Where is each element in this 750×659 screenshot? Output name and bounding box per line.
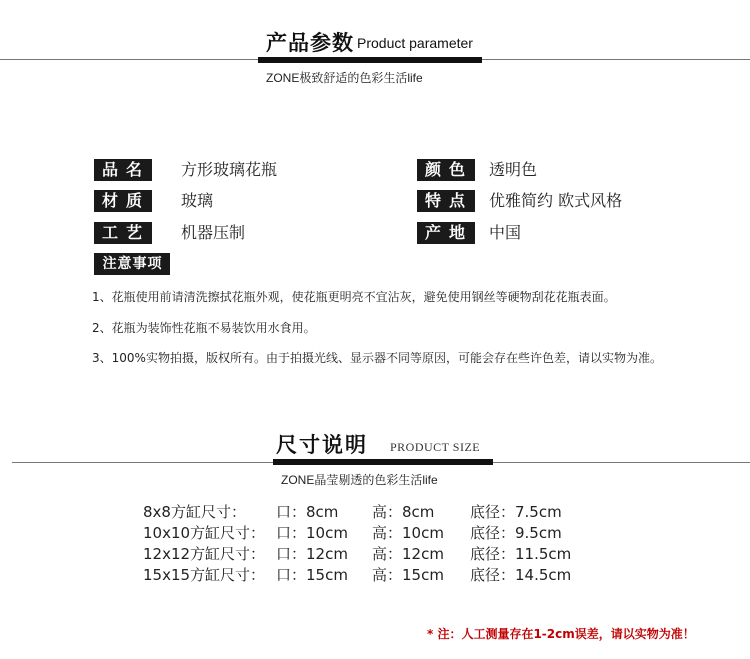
notes-label: 注意事项: [94, 253, 170, 275]
size-mouth: 口：8cm: [276, 503, 339, 521]
size-base: 底径：14.5cm: [470, 566, 572, 584]
size-section-subtitle: ZONE晶莹剔透的色彩生活life: [281, 473, 438, 487]
header-accent-bar: [258, 57, 482, 63]
size-header-accent-bar: [273, 459, 493, 465]
size-mouth: 口：10cm: [276, 524, 348, 542]
size-mouth: 口：12cm: [276, 545, 348, 563]
size-height: 高：15cm: [372, 566, 444, 584]
section-subtitle: ZONE极致舒适的色彩生活life: [266, 71, 423, 85]
param-value-name: 方形玻璃花瓶: [181, 160, 278, 179]
param-label-name: 品名: [94, 159, 152, 181]
param-value-color: 透明色: [489, 160, 538, 179]
size-base: 底径：9.5cm: [470, 524, 562, 542]
param-value-material: 玻璃: [181, 191, 214, 210]
note-item: 2、花瓶为装饰性花瓶不易装饮用水食用。: [92, 321, 316, 335]
param-label-origin: 产地: [417, 222, 475, 244]
section-title-cn: 产品参数: [266, 30, 354, 55]
note-item: 3、100%实物拍摄，版权所有。由于拍摄光线、显示器不同等原因，可能会存在些许色差，请以实物为准。: [92, 351, 662, 365]
size-section-title-en: PRODUCT SIZE: [390, 440, 481, 454]
note-item: 1、花瓶使用前请清洗擦拭花瓶外观，使花瓶更明亮不宜沾灰，避免使用钢丝等硬物刮花花瓶表面。: [92, 290, 616, 304]
size-section-title-cn: 尺寸说明: [276, 432, 368, 457]
measurement-warning: * 注：人工测量存在1-2cm误差，请以实物为准！: [427, 627, 695, 641]
size-name: 15x15方缸尺寸：: [143, 566, 266, 584]
size-height: 高：10cm: [372, 524, 444, 542]
size-name: 12x12方缸尺寸：: [143, 545, 266, 563]
param-label-material: 材质: [94, 190, 152, 212]
size-base: 底径：11.5cm: [470, 545, 572, 563]
size-name: 10x10方缸尺寸：: [143, 524, 266, 542]
param-label-color: 颜色: [417, 159, 475, 181]
size-height: 高：12cm: [372, 545, 444, 563]
param-value-feature: 优雅简约 欧式风格: [489, 191, 623, 210]
param-label-craft: 工艺: [94, 222, 152, 244]
size-height: 高：8cm: [372, 503, 435, 521]
param-value-craft: 机器压制: [181, 223, 246, 242]
size-name: 8x8方缸尺寸：: [143, 503, 246, 521]
size-base: 底径：7.5cm: [470, 503, 562, 521]
size-mouth: 口：15cm: [276, 566, 348, 584]
section-title-en: Product parameter: [357, 35, 473, 51]
param-label-feature: 特点: [417, 190, 475, 212]
param-value-origin: 中国: [489, 223, 522, 242]
